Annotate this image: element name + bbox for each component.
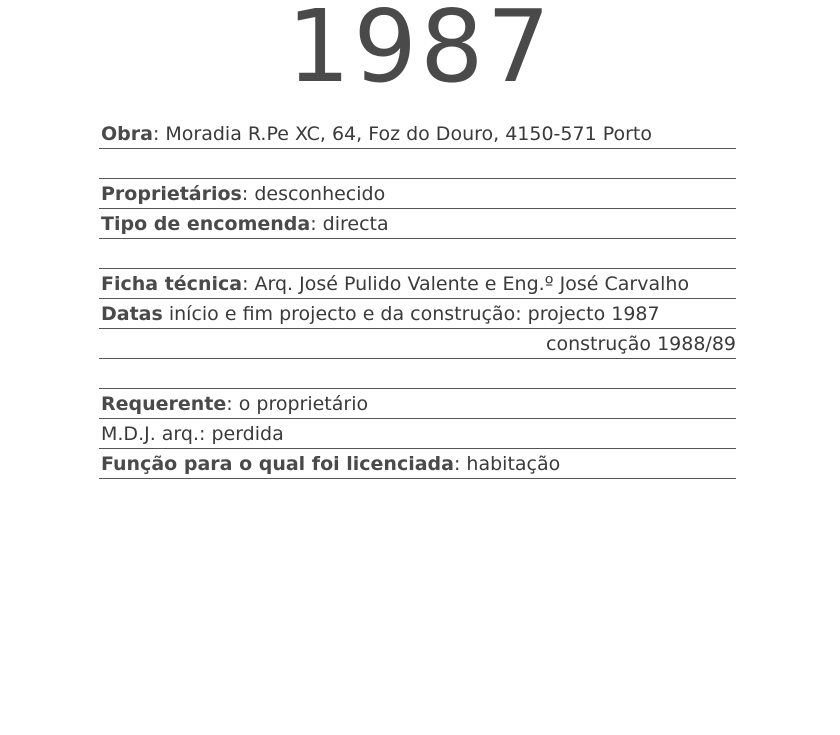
ficha-tecnica-value: : Arq. José Pulido Valente e Eng.º José Carvalho [242, 273, 690, 295]
proprietarios-value: : desconhecido [241, 183, 386, 205]
blank-row [99, 239, 736, 269]
row-proprietarios [99, 179, 736, 209]
proprietarios-label: Proprietários [101, 183, 242, 205]
obra-value: : Moradia R.Pe XC, 64, Foz do Douro, 4150-571 Porto [152, 123, 653, 145]
mdj-value: M.D.J. arq.: perdida [101, 423, 284, 445]
datas-continuation: construção 1988/89 [546, 333, 736, 355]
row-obra [99, 119, 736, 149]
row-tipo-encomenda [99, 209, 736, 239]
row-datas [99, 299, 736, 329]
ficha-tecnica-label: Ficha técnica [101, 273, 243, 295]
row-ficha-tecnica [99, 269, 736, 299]
row-requerente [99, 389, 736, 419]
row-funcao [99, 449, 736, 479]
row-datas-continuation [99, 329, 736, 359]
funcao-value: : habitação [453, 453, 561, 475]
obra-label: Obra [101, 123, 153, 145]
year-heading: 1987 [286, 0, 554, 105]
funcao-label: Função para o qual foi licenciada [101, 453, 454, 475]
datas-value: início e fim projecto e da construção: projecto 1987 [162, 303, 660, 325]
record-sheet [99, 119, 736, 479]
requerente-value: : o proprietário [226, 393, 369, 415]
datas-label: Datas [101, 303, 163, 325]
blank-row [99, 359, 736, 389]
row-mdj [99, 419, 736, 449]
requerente-label: Requerente [101, 393, 227, 415]
tipo-encomenda-label: Tipo de encomenda [101, 213, 311, 235]
tipo-encomenda-value: : directa [310, 213, 389, 235]
blank-row [99, 149, 736, 179]
